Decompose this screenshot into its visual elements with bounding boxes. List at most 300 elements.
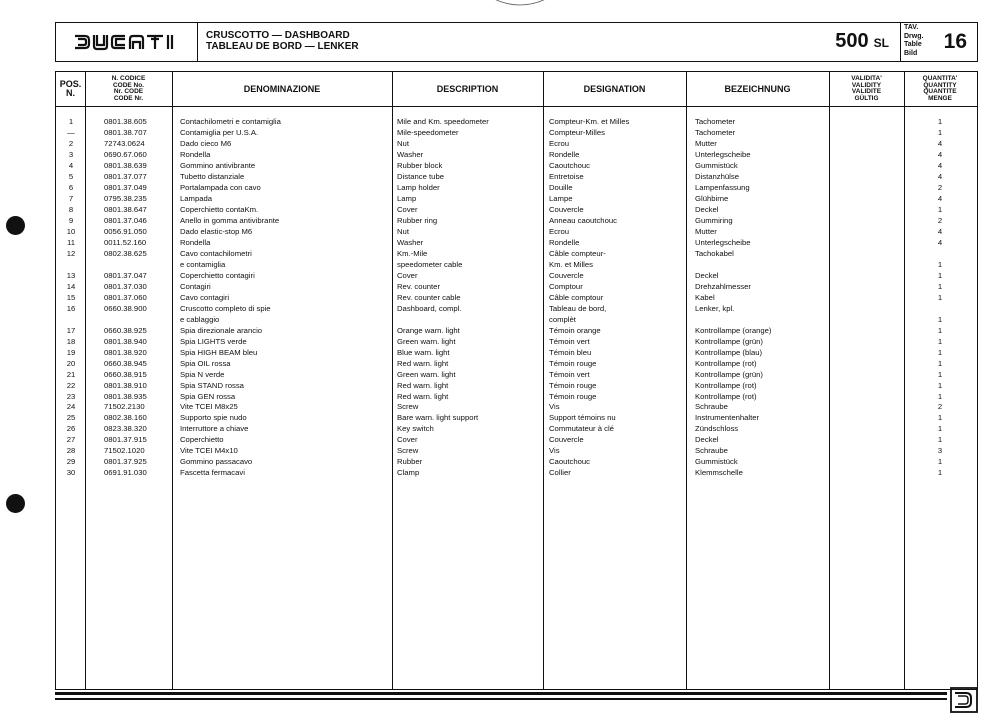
row-denominazione: Cruscotto completo di spie — [180, 303, 271, 313]
row-quantity: 4 — [937, 149, 943, 159]
row-pos: 30 — [66, 468, 76, 478]
row-code: 0801.37.049 — [104, 182, 147, 192]
row-quantity: 2 — [937, 215, 943, 225]
row-description: Cover — [397, 204, 418, 214]
row-quantity: 1 — [937, 347, 943, 357]
row-designation: Témoin rouge — [549, 380, 597, 390]
row-bezeichnung: Gummistück — [695, 160, 738, 170]
row-denominazione: e cablaggio — [180, 314, 220, 324]
row-bezeichnung: Kontrollampe (grün) — [695, 369, 763, 379]
row-denominazione: Lampada — [180, 193, 213, 203]
row-code: 0801.38.940 — [104, 336, 147, 346]
table-row — [56, 226, 977, 237]
row-code: 0660.38.900 — [104, 303, 147, 313]
row-denominazione: Rondella — [180, 149, 211, 159]
col-header-description: DESCRIPTION — [436, 83, 499, 94]
row-bezeichnung: Gummistück — [695, 457, 738, 467]
row-description: Mile-speedometer — [397, 127, 459, 137]
table-row — [56, 149, 977, 160]
row-denominazione: Portalampada con cavo — [180, 182, 261, 192]
row-quantity: 1 — [937, 391, 943, 401]
table-row — [56, 303, 977, 314]
row-denominazione: Contagiri — [180, 281, 211, 291]
row-denominazione: Rondella — [180, 237, 211, 247]
row-pos: 27 — [66, 435, 76, 445]
bild-label: Bild — [904, 50, 918, 58]
col-header-bezeichnung: BEZEICHNUNG — [724, 83, 791, 94]
bottom-stripe — [55, 692, 947, 695]
table-row — [56, 314, 977, 325]
table-row — [56, 259, 977, 270]
row-designation: complèt — [549, 314, 576, 324]
row-designation: Compteur-Milles — [549, 127, 605, 137]
row-denominazione: Dado cieco M6 — [180, 138, 232, 148]
row-bezeichnung: Schraube — [695, 402, 728, 412]
row-pos: 16 — [66, 303, 76, 313]
row-denominazione: Contamiglia per U.S.A. — [180, 127, 259, 137]
row-designation: Couvercle — [549, 204, 584, 214]
row-pos: 20 — [66, 358, 76, 368]
row-quantity: 2 — [937, 182, 943, 192]
row-pos: 9 — [68, 215, 74, 225]
row-description: Red warn. light — [397, 391, 449, 401]
row-code: 0801.37.046 — [104, 215, 147, 225]
row-code: 0691.91.030 — [104, 468, 147, 478]
row-denominazione: Cavo contachilometri — [180, 248, 252, 258]
logo-cell — [56, 23, 198, 61]
col-header-code-line: Nr. CODE — [113, 88, 144, 95]
model-number: 500 — [835, 30, 869, 52]
row-code: 0795.38.235 — [104, 193, 147, 203]
row-pos: 13 — [66, 270, 76, 280]
drwg-label: Drwg. — [904, 32, 924, 40]
row-designation: Ecrou — [549, 138, 570, 148]
model-label — [835, 30, 889, 53]
table-row — [56, 182, 977, 193]
row-quantity: 1 — [937, 358, 943, 368]
row-code: 0823.38.320 — [104, 424, 147, 434]
row-description: Key switch — [397, 424, 434, 434]
row-denominazione: Coperchietto — [180, 435, 224, 445]
row-description: Rev. counter cable — [397, 292, 461, 302]
table-row — [56, 445, 977, 456]
table-number-box — [900, 23, 977, 61]
row-description: Bare warn. light support — [397, 413, 479, 423]
row-designation: Compteur-Km. et Milles — [549, 117, 630, 126]
table-row — [56, 160, 977, 171]
row-designation: Collier — [549, 468, 571, 478]
row-pos: 8 — [68, 204, 74, 214]
row-denominazione: Vite TCEI M4x10 — [180, 446, 238, 456]
row-pos: 3 — [68, 149, 74, 159]
row-code: 0801.38.707 — [104, 127, 147, 137]
row-bezeichnung: Zündschloss — [695, 424, 739, 434]
col-header-quantita-line: QUANTITY — [923, 81, 957, 89]
row-quantity: 1 — [937, 259, 943, 269]
row-code: 0801.38.920 — [104, 347, 147, 357]
row-quantity: 4 — [937, 193, 943, 203]
row-quantity: 1 — [937, 292, 943, 302]
row-designation: Témoin rouge — [549, 391, 597, 401]
ducati-d-emblem-icon — [950, 687, 978, 713]
row-bezeichnung: Mutter — [695, 226, 717, 236]
row-description: Rubber block — [397, 160, 443, 170]
row-description: Lamp holder — [397, 182, 440, 192]
row-code: 0801.38.605 — [104, 117, 147, 126]
row-designation: Témoin vert — [549, 336, 590, 346]
row-description: Distance tube — [397, 171, 445, 181]
table-row — [56, 380, 977, 391]
row-denominazione: Spia N verde — [180, 369, 225, 379]
row-quantity: 1 — [937, 424, 943, 434]
row-pos: 5 — [68, 171, 74, 181]
row-code: 0801.38.910 — [104, 380, 147, 390]
row-designation: Caoutchouc — [549, 160, 591, 170]
table-row — [56, 456, 977, 467]
row-bezeichnung: Unterlegscheibe — [695, 237, 751, 247]
col-header-code-line: N. CODICE — [111, 75, 146, 82]
row-denominazione: Contachilometri e contamiglia — [180, 117, 281, 126]
col-header-denominazione: DENOMINAZIONE — [243, 83, 321, 94]
row-quantity: 1 — [937, 204, 943, 214]
table-row — [56, 281, 977, 292]
row-code: 0801.37.060 — [104, 292, 147, 302]
row-bezeichnung: Kontrollampe (orange) — [695, 325, 772, 335]
row-designation: Commutateur à clé — [549, 424, 614, 434]
row-quantity: 4 — [937, 237, 943, 247]
table-row — [56, 434, 977, 445]
row-code: 0801.37.047 — [104, 270, 147, 280]
row-quantity: 1 — [937, 117, 943, 126]
row-denominazione: Fascetta fermacavi — [180, 468, 245, 478]
row-pos: 25 — [66, 413, 76, 423]
row-designation: Km. et Milles — [549, 259, 593, 269]
row-code: 72743.0624 — [104, 138, 145, 148]
row-quantity: 1 — [937, 457, 943, 467]
binder-hole-icon — [6, 216, 25, 235]
table-number-labels — [904, 24, 923, 59]
row-code: 0660.38.915 — [104, 369, 147, 379]
row-pos: 4 — [68, 160, 74, 170]
row-bezeichnung: Deckel — [695, 204, 719, 214]
row-denominazione: Tubetto distanziale — [180, 171, 245, 181]
row-pos: 11 — [67, 237, 75, 247]
row-code: 0801.38.639 — [104, 160, 147, 170]
table-row — [56, 270, 977, 281]
title-line-2: TABLEAU DE BORD — LENKER — [206, 41, 359, 52]
row-bezeichnung: Kontrollampe (rot) — [695, 391, 757, 401]
row-designation: Témoin rouge — [549, 358, 597, 368]
row-pos: 2 — [68, 138, 74, 148]
col-header-pos-line: POS. — [59, 79, 82, 89]
row-description: Red warn. light — [397, 358, 449, 368]
col-header-validita-line: VALIDITY — [851, 81, 882, 89]
col-header-quantita-line: QUANTITA' — [922, 75, 958, 82]
row-pos: 14 — [66, 281, 76, 291]
row-designation: Comptour — [549, 281, 583, 291]
row-bezeichnung: Klemmschelle — [695, 468, 743, 478]
row-pos: 17 — [66, 325, 76, 335]
table-row — [56, 369, 977, 380]
table-row — [56, 347, 977, 358]
col-header-validita-line: VALIDITA' — [851, 75, 882, 82]
row-bezeichnung: Lenker, kpl. — [695, 303, 735, 313]
row-description: Screw — [397, 446, 419, 456]
row-description: Orange warn. light — [397, 325, 460, 335]
row-denominazione: Cavo contagiri — [180, 292, 230, 302]
row-code: 0660.38.925 — [104, 325, 147, 335]
row-bezeichnung: Gummiring — [695, 215, 733, 225]
row-bezeichnung: Unterlegscheibe — [695, 149, 751, 159]
row-pos: 22 — [66, 380, 76, 390]
row-quantity: 1 — [937, 468, 943, 478]
table-row — [56, 423, 977, 434]
row-quantity: 1 — [937, 369, 943, 379]
row-pos: 29 — [66, 457, 76, 467]
table-row — [56, 336, 977, 347]
row-denominazione: Dado elastic-stop M6 — [180, 226, 253, 236]
row-quantity: 1 — [937, 435, 943, 445]
row-designation: Ecrou — [549, 226, 570, 236]
row-code: 0690.67.060 — [104, 149, 147, 159]
row-code: 0801.37.915 — [104, 435, 147, 445]
row-bezeichnung: Lampenfassung — [695, 182, 750, 192]
col-header-code-line: CODE No. — [112, 81, 145, 89]
row-code: 0801.37.077 — [104, 171, 147, 181]
row-denominazione: Spia HIGH BEAM bleu — [180, 347, 258, 357]
row-description: Red warn. light — [397, 380, 449, 390]
row-description: Green warn. light — [397, 336, 456, 346]
row-description: Lamp — [397, 193, 417, 203]
row-denominazione: e contamiglia — [180, 259, 226, 269]
table-row — [56, 248, 977, 259]
row-code: 0801.38.935 — [104, 391, 147, 401]
table-row — [56, 292, 977, 303]
row-description: Rev. counter — [397, 281, 441, 291]
row-quantity: 1 — [937, 380, 943, 390]
row-quantity: 1 — [937, 325, 943, 335]
table-number: 16 — [943, 30, 967, 53]
row-code: 0802.38.160 — [104, 413, 147, 423]
table-row — [56, 193, 977, 204]
table-row — [56, 467, 977, 478]
row-description: Mile and Km. speedometer — [397, 117, 489, 126]
row-pos: 1 — [68, 117, 74, 126]
row-description: Cover — [397, 270, 418, 280]
row-description: Nut — [397, 226, 409, 236]
row-description: Washer — [397, 149, 424, 159]
row-pos: — — [67, 127, 75, 137]
row-denominazione: Gommino antivibrante — [180, 160, 256, 170]
row-description: Km.-Mile — [397, 248, 428, 258]
parts-table — [55, 71, 978, 690]
row-pos: 28 — [66, 446, 76, 456]
row-designation: Rondelle — [549, 237, 580, 247]
row-quantity: 1 — [937, 127, 943, 137]
model-suffix: SL — [873, 36, 889, 50]
row-designation: Couvercle — [549, 435, 584, 445]
col-header-quantita-line: MENGE — [928, 94, 952, 102]
row-bezeichnung: Deckel — [695, 270, 719, 280]
row-pos: 24 — [66, 402, 76, 412]
table-row — [56, 171, 977, 182]
header-titles — [206, 30, 359, 52]
table-row — [56, 116, 977, 127]
row-description: Dashboard, compl. — [397, 303, 462, 313]
col-header-validita-line: VALIDITE — [851, 88, 882, 95]
row-pos: 15 — [66, 292, 76, 302]
col-header-code — [85, 72, 172, 106]
col-header-pos-line: N. — [65, 88, 75, 98]
row-denominazione: Anello in gomma antivibrante — [180, 215, 280, 225]
row-bezeichnung: Schraube — [695, 446, 728, 456]
row-code: 71502.2130 — [104, 402, 145, 412]
row-description: Blue warn. light — [397, 347, 450, 357]
row-quantity: 1 — [937, 413, 943, 423]
row-pos: 10 — [66, 226, 76, 236]
row-designation: Témoin vert — [549, 369, 590, 379]
row-description: Screw — [397, 402, 419, 412]
row-denominazione: Coperchietto contagiri — [180, 270, 255, 280]
row-denominazione: Spia GEN rossa — [180, 391, 236, 401]
ducati-logo — [73, 33, 181, 51]
row-quantity: 1 — [937, 270, 943, 280]
row-designation: Rondelle — [549, 149, 580, 159]
table-label: Table — [904, 41, 922, 49]
row-bezeichnung: Kontrollampe (grün) — [695, 336, 763, 346]
row-code: 0801.37.925 — [104, 457, 147, 467]
row-denominazione: Interruttore a chiave — [180, 424, 249, 434]
row-designation: Témoin orange — [549, 325, 601, 335]
table-row — [56, 391, 977, 402]
row-bezeichnung: Kontrollampe (rot) — [695, 358, 757, 368]
row-designation: Support témoins nu — [549, 413, 616, 423]
row-code: 0660.38.945 — [104, 358, 147, 368]
row-quantity: 4 — [937, 171, 943, 181]
row-denominazione: Gommino passacavo — [180, 457, 253, 467]
row-bezeichnung: Kabel — [695, 292, 715, 302]
row-description: Green warn. light — [397, 369, 456, 379]
row-description: speedometer cable — [397, 259, 463, 269]
row-pos: 12 — [66, 248, 76, 258]
row-quantity: 2 — [937, 402, 943, 412]
row-pos: 19 — [66, 347, 76, 357]
tav-label: TAV. — [904, 24, 919, 31]
col-header-validita — [829, 72, 904, 106]
row-code: 71502.1020 — [104, 446, 145, 456]
row-pos: 26 — [66, 424, 76, 434]
row-bezeichnung: Tachokabel — [695, 248, 734, 258]
col-header-pos — [56, 72, 85, 106]
row-designation: Câble compteur- — [549, 248, 606, 258]
row-designation: Câble comptour — [549, 292, 604, 302]
row-description: Nut — [397, 138, 409, 148]
row-denominazione: Spia OIL rossa — [180, 358, 231, 368]
row-designation: Tableau de bord, — [549, 303, 607, 313]
row-bezeichnung: Glühbirne — [695, 193, 729, 203]
row-bezeichnung: Mutter — [695, 138, 717, 148]
row-bezeichnung: Distanzhülse — [695, 171, 740, 181]
row-code: 0802.38.625 — [104, 248, 147, 258]
table-row — [56, 325, 977, 336]
row-code: 0056.91.050 — [104, 226, 147, 236]
row-bezeichnung: Tachometer — [695, 127, 736, 137]
col-header-code-line: CODE Nr. — [113, 94, 144, 102]
row-bezeichnung: Deckel — [695, 435, 719, 445]
row-quantity: 4 — [937, 160, 943, 170]
row-code: 0801.38.647 — [104, 204, 147, 214]
row-denominazione: Spia direzionale arancio — [180, 325, 263, 335]
row-bezeichnung: Instrumentenhalter — [695, 413, 760, 423]
row-bezeichnung: Kontrollampe (rot) — [695, 380, 757, 390]
table-row — [56, 237, 977, 248]
row-description: Rubber ring — [397, 215, 438, 225]
row-bezeichnung: Tachometer — [695, 117, 736, 126]
row-description: Cover — [397, 435, 418, 445]
header-divider — [56, 106, 977, 107]
row-pos: 21 — [66, 369, 76, 379]
table-row — [56, 138, 977, 149]
row-pos: 23 — [66, 391, 76, 401]
row-denominazione: Coperchietto contaKm. — [180, 204, 259, 214]
table-row — [56, 401, 977, 412]
row-quantity: 1 — [937, 336, 943, 346]
row-code: 0011.52.160 — [104, 237, 147, 247]
table-row — [56, 127, 977, 138]
row-denominazione: Spia STAND rossa — [180, 380, 244, 390]
table-row — [56, 358, 977, 369]
row-designation: Anneau caoutchouc — [549, 215, 617, 225]
row-designation: Vis — [549, 402, 560, 412]
row-denominazione: Spia LIGHTS verde — [180, 336, 247, 346]
row-designation: Vis — [549, 446, 560, 456]
row-quantity: 1 — [937, 314, 943, 324]
decorative-curve — [490, 0, 550, 10]
row-pos: 18 — [66, 336, 76, 346]
table-row — [56, 412, 977, 423]
row-description: Washer — [397, 237, 424, 247]
row-designation: Entretoise — [549, 171, 584, 181]
binder-hole-icon — [6, 494, 25, 513]
row-quantity: 3 — [937, 446, 943, 456]
row-designation: Douille — [549, 182, 573, 192]
row-denominazione: Supporto spie nudo — [180, 413, 247, 423]
row-bezeichnung: Drehzahlmesser — [695, 281, 751, 291]
row-designation: Couvercle — [549, 270, 584, 280]
row-bezeichnung: Kontrollampe (blau) — [695, 347, 763, 357]
row-pos: 7 — [68, 193, 74, 203]
row-pos: 6 — [68, 182, 74, 192]
col-header-designation: DESIGNATION — [583, 83, 646, 94]
table-row — [56, 204, 977, 215]
row-designation: Témoin bleu — [549, 347, 592, 357]
row-denominazione: Vite TCEI M8x25 — [180, 402, 238, 412]
row-code: 0801.37.030 — [104, 281, 147, 291]
row-quantity: 1 — [937, 281, 943, 291]
title-line-1: CRUSCOTTO — DASHBOARD — [206, 30, 350, 41]
page-header — [55, 22, 978, 62]
row-description: Rubber — [397, 457, 423, 467]
col-header-quantita — [904, 72, 976, 106]
row-designation: Lampe — [549, 193, 573, 203]
table-row — [56, 215, 977, 226]
col-header-quantita-line: QUANTITE — [923, 88, 957, 95]
row-designation: Caoutchouc — [549, 457, 591, 467]
row-quantity: 4 — [937, 138, 943, 148]
bottom-stripe — [55, 698, 947, 700]
row-quantity: 4 — [937, 226, 943, 236]
row-description: Clamp — [397, 468, 420, 478]
